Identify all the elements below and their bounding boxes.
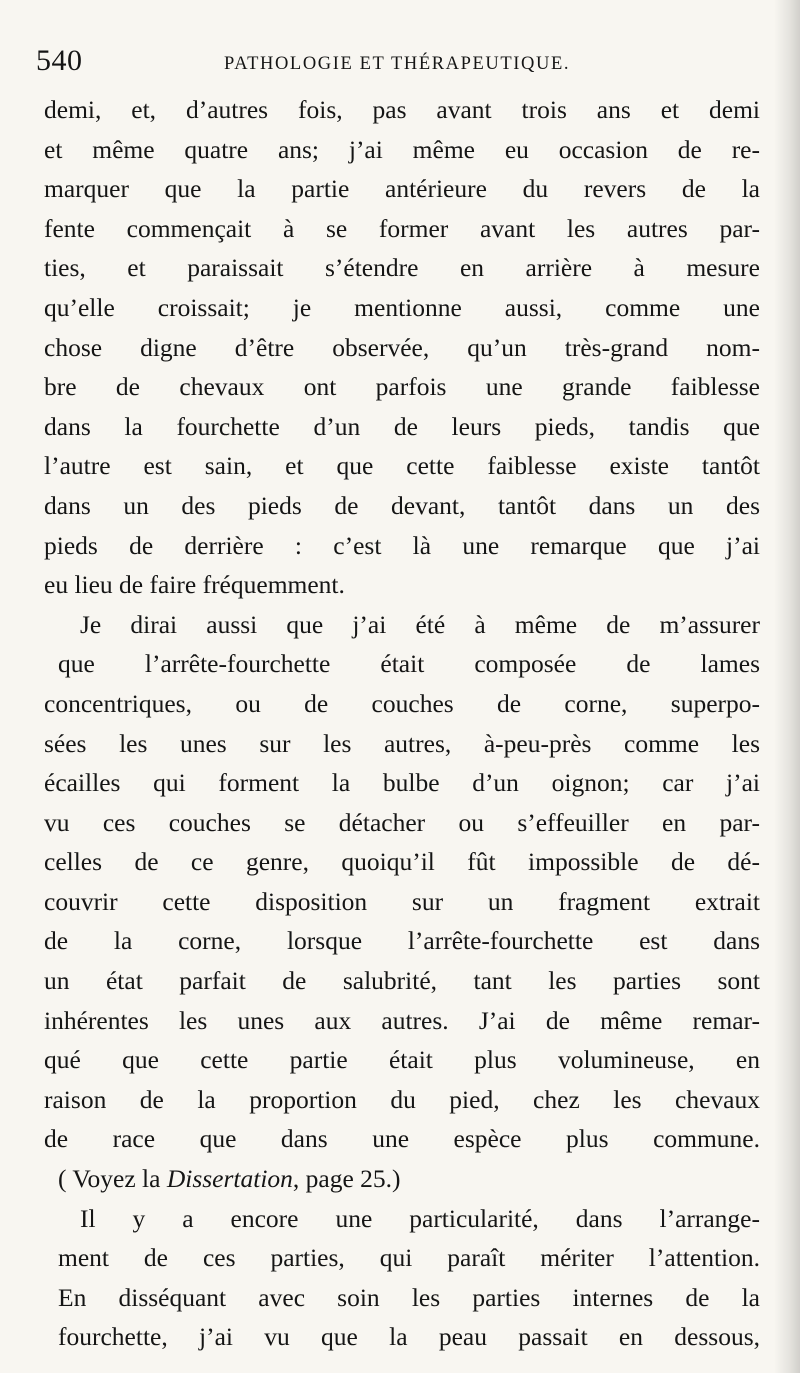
text-line: bre de chevaux ont parfois une grande faiblesse — [44, 372, 760, 402]
text-line: fente commençait à se former avant les autres par- — [44, 213, 760, 243]
text-line: qué que cette partie était plus volumineuse, en — [44, 1045, 760, 1075]
text-line: demi, et, d’autres fois, pas avant trois ans et demi — [44, 95, 760, 124]
text-line: qu’elle croissait; je mentionne aussi, comme une — [44, 292, 760, 322]
text-line: celles de ce genre, quoiqu’il fût impossible de dé- — [44, 847, 760, 877]
text-line: l’autre est sain, et que cette faiblesse existe tantôt — [44, 451, 760, 481]
text-line: marquer que la partie antérieure du revers de la — [44, 174, 760, 204]
text-line: dans un des pieds de devant, tantôt dans un des — [44, 490, 760, 520]
text-line: ties, et paraissait s’étendre en arrière à mesure — [44, 253, 760, 283]
page-number: 540 — [36, 44, 83, 77]
paragraph-first-line: Il y a encore une particularité, dans l’arrange- — [80, 1203, 760, 1233]
text-line: un état parfait de salubrité, tant les parties sont — [44, 966, 760, 996]
paragraph-first-line: Je dirai aussi que j’ai été à même de m’assurer — [80, 609, 760, 639]
text-line: eu lieu de faire fréquemment. — [44, 570, 345, 600]
page-edge-shadow — [774, 0, 800, 1373]
text-line: pieds de derrière : c’est là une remarque que j’ai — [44, 530, 760, 560]
reference-suffix: , page 25.) — [292, 1164, 401, 1194]
text-line: dans la fourchette d’un de leurs pieds, tandis que — [44, 411, 760, 441]
text-line: ment de ces parties, qui paraît mériter l’attention. — [58, 1243, 760, 1273]
text-line: sées les unes sur les autres, à-peu-près comme les — [44, 728, 760, 758]
text-line: raison de la proportion du pied, chez les chevaux — [44, 1084, 760, 1114]
text-line: écailles qui forment la bulbe d’un oignon; car j’ai — [44, 768, 760, 798]
text-line: de race que dans une espèce plus commune. — [44, 1124, 760, 1154]
text-line: de la corne, lorsque l’arrête-fourchette est dans — [44, 926, 760, 956]
text-line: En disséquant avec soin les parties internes de la — [58, 1282, 760, 1312]
text-line: inhérentes les unes aux autres. J’ai de même remar- — [44, 1005, 760, 1035]
text-line: fourchette, j’ai vu que la peau passait en dessous, — [58, 1322, 760, 1352]
text-line: couvrir cette disposition sur un fragment extrait — [44, 886, 760, 916]
body-text — [44, 90, 760, 1357]
reference-line — [44, 1159, 760, 1199]
page-header — [36, 44, 736, 84]
text-line: chose digne d’être observée, qu’un très-grand nom- — [44, 332, 760, 362]
running-title: PATHOLOGIE ET THÉRAPEUTIQUE. — [224, 54, 571, 74]
text-line: vu ces couches se détacher ou s’effeuiller en par- — [44, 807, 760, 837]
reference-title: Dissertation — [166, 1164, 293, 1194]
text-line: concentriques, ou de couches de corne, superpo- — [44, 688, 760, 718]
text-line: et même quatre ans; j’ai même eu occasion de re- — [44, 134, 760, 164]
text-line: que l’arrête-fourchette était composée de lames — [58, 649, 760, 679]
reference-prefix: ( Voyez la — [58, 1164, 167, 1194]
